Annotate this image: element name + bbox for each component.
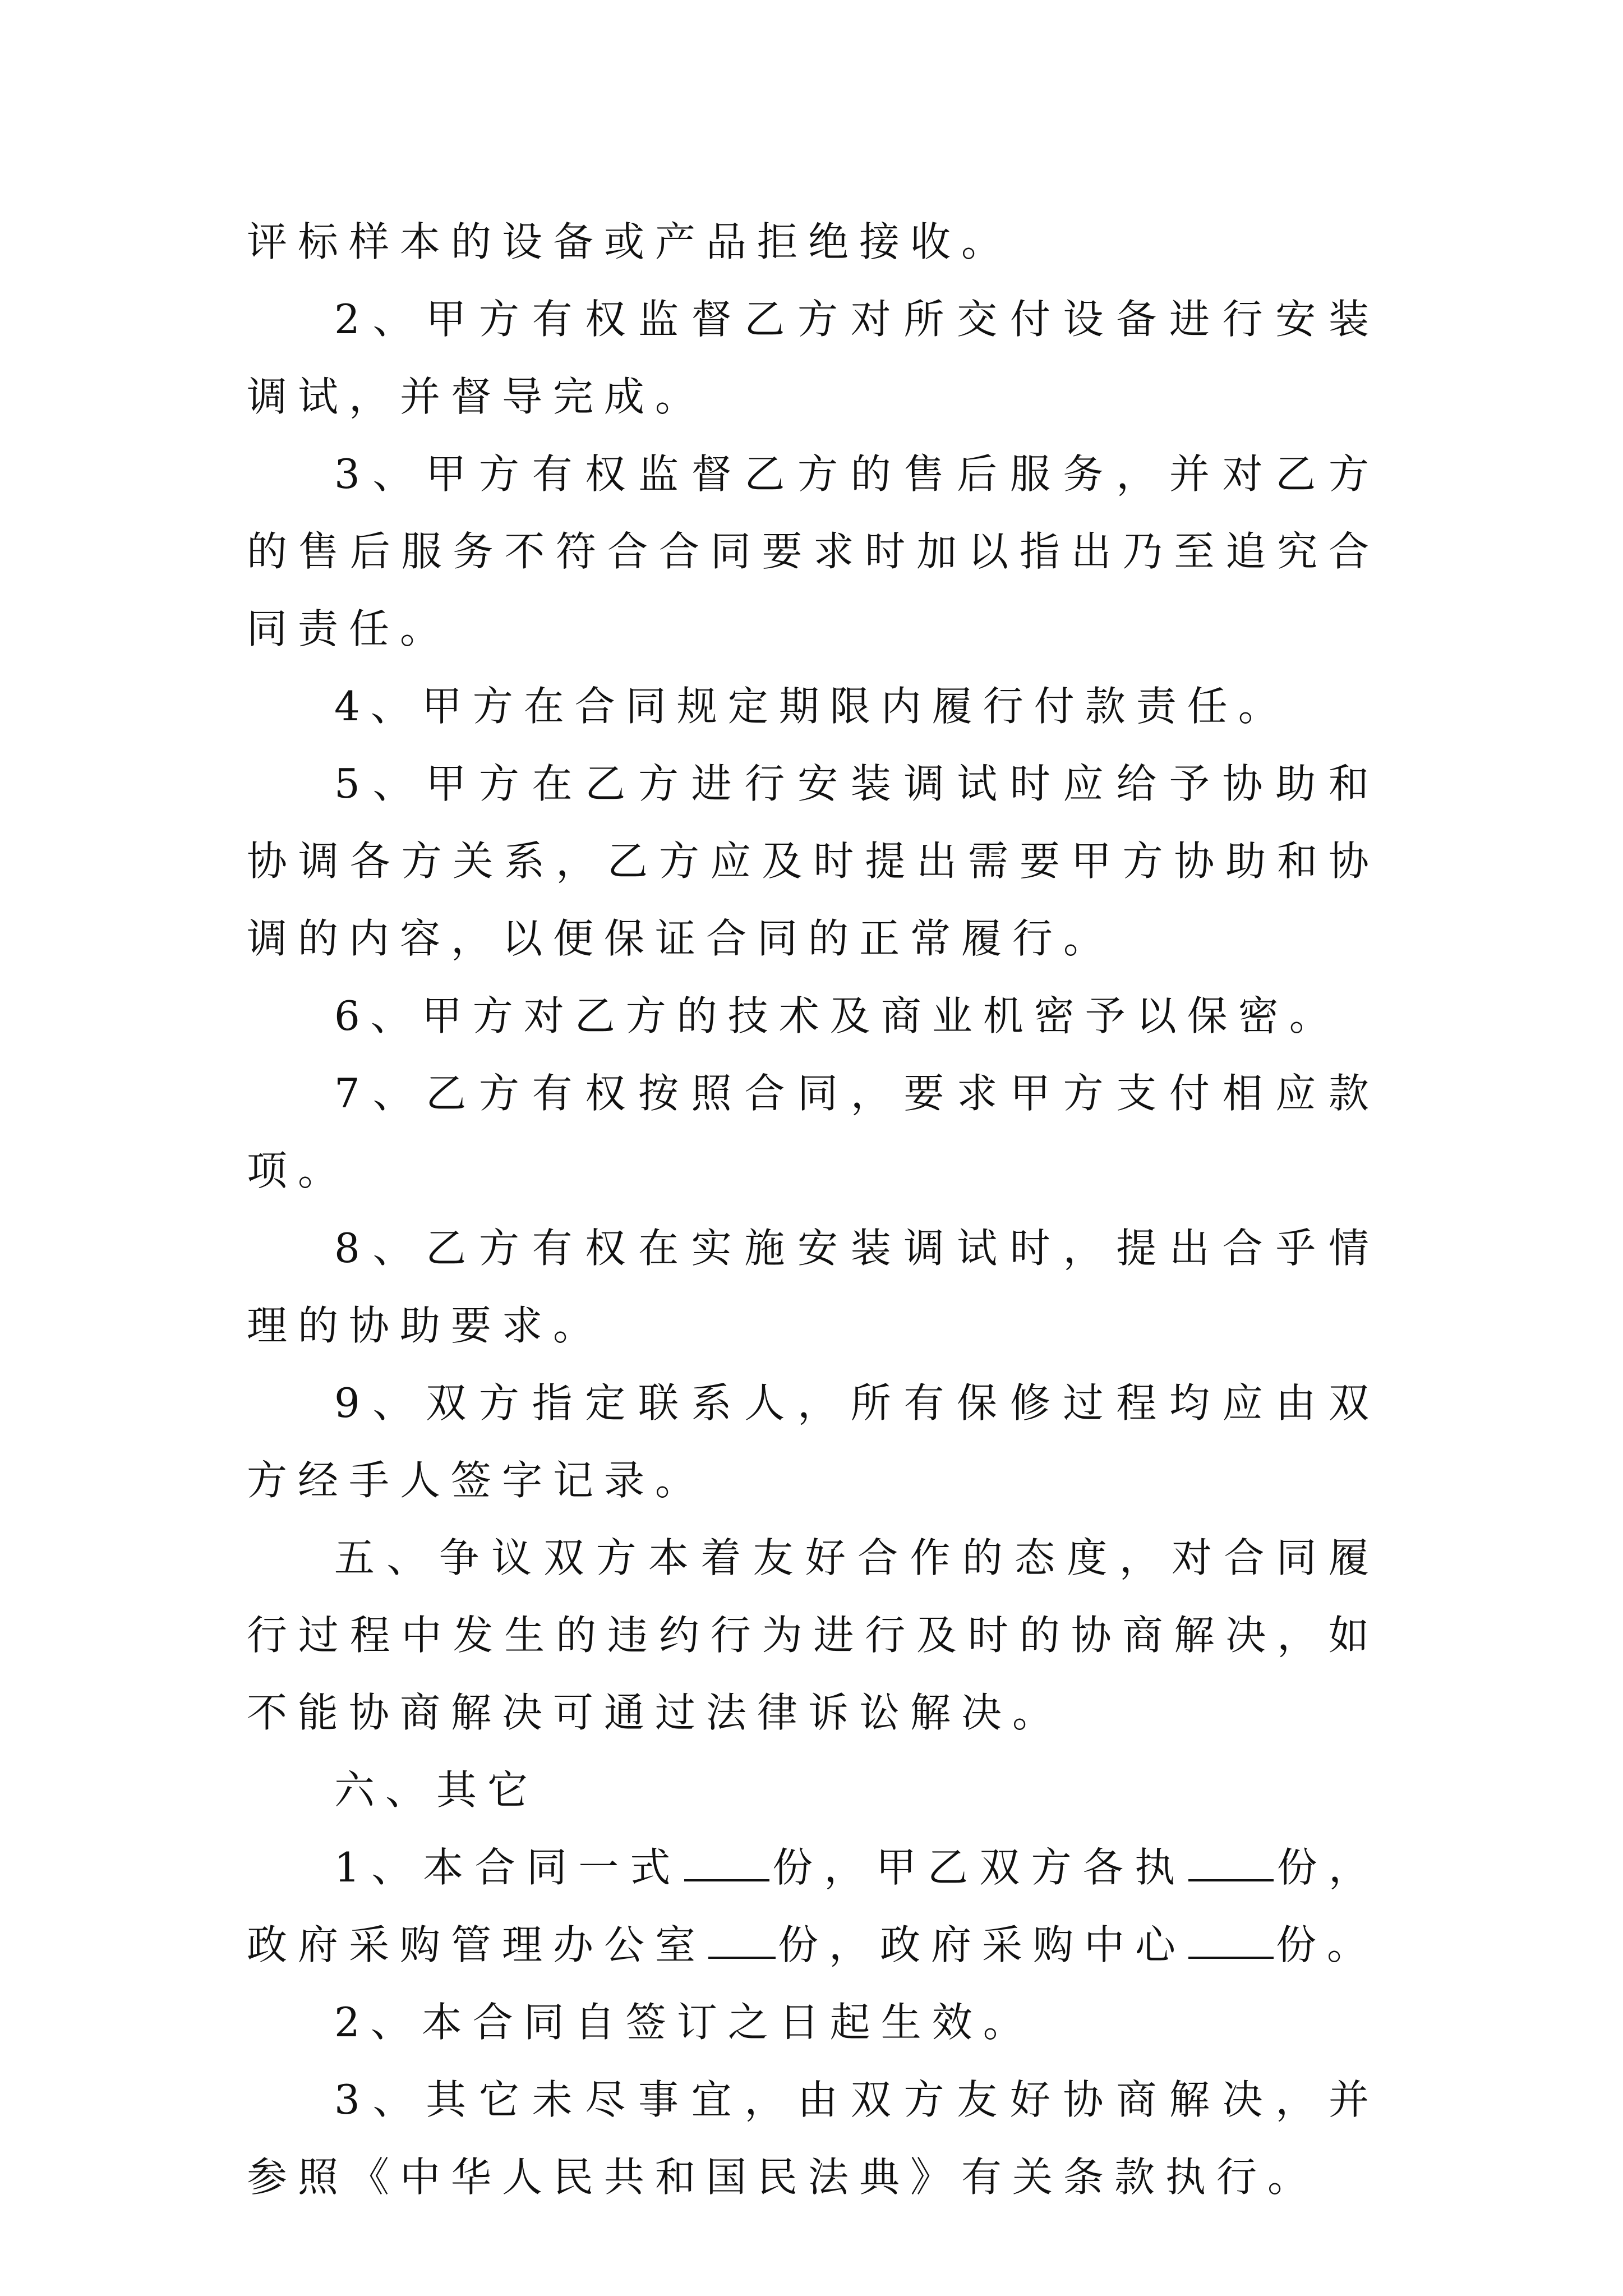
- paragraph-copies-clause: [247, 1829, 1380, 1984]
- paragraph-other-matters: 3、其它未尽事宜，由双方友好协商解决，并参照《中华人民共和国民法典》有关条款执行。: [247, 2076, 1380, 2201]
- paragraph-clause-8: 8、乙方有权在实施安装调试时，提出合乎情理的协助要求。: [247, 1225, 1380, 1349]
- blank-line-center-copies: [1188, 1923, 1274, 1959]
- paragraph-section-5-dispute: 五、争议双方本着友好合作的态度，对合同履行过程中发生的违约行为进行及时的协商解决，如不能协商解决可通过法律诉讼解决。: [247, 1534, 1380, 1736]
- paragraph-clause-5: 5、甲方在乙方进行安装调试时应给予协助和协调各方关系，乙方应及时提出需要甲方协助和协调的内容，以便保证合同的正常履行。: [247, 760, 1380, 962]
- document-page: [247, 203, 1380, 2216]
- copies-text-5: 份。: [1276, 1921, 1378, 1968]
- paragraph-clause-2: 2、甲方有权监督乙方对所交付设备进行安装调试，并督导完成。: [247, 296, 1380, 420]
- paragraph-clause-7: 7、乙方有权按照合同，要求甲方支付相应款项。: [247, 1070, 1380, 1194]
- blank-line-office-copies: [708, 1923, 776, 1959]
- paragraph-effective-date: 2、本合同自签订之日起生效。: [334, 1999, 1034, 2046]
- copies-text-2: 份，甲乙双方各执: [771, 1844, 1187, 1891]
- copies-text-4: 份，政府采购中心: [778, 1921, 1187, 1968]
- paragraph-clause-4: 4、甲方在合同规定期限内履行付款责任。: [334, 683, 1289, 730]
- paragraph-clause-9: 9、双方指定联系人，所有保修过程均应由双方经手人签字记录。: [247, 1379, 1380, 1504]
- blank-line-total-copies: [684, 1846, 769, 1881]
- copies-text-3: 份，政府采购管理办公室: [247, 1844, 1380, 1968]
- paragraph-clause-6: 6、甲方对乙方的技术及商业机密予以保密。: [334, 992, 1340, 1039]
- paragraph-rejection: 评标样本的设备或产品拒绝接收。: [247, 218, 1013, 265]
- copies-text-1: 1、本合同一式: [334, 1844, 682, 1891]
- heading-section-6-other: 六、其它: [334, 1766, 539, 1814]
- paragraph-clause-3: 3、甲方有权监督乙方的售后服务，并对乙方的售后服务不符合合同要求时加以指出乃至追究合同责任。: [247, 450, 1380, 652]
- blank-line-each-party-copies: [1188, 1846, 1274, 1881]
